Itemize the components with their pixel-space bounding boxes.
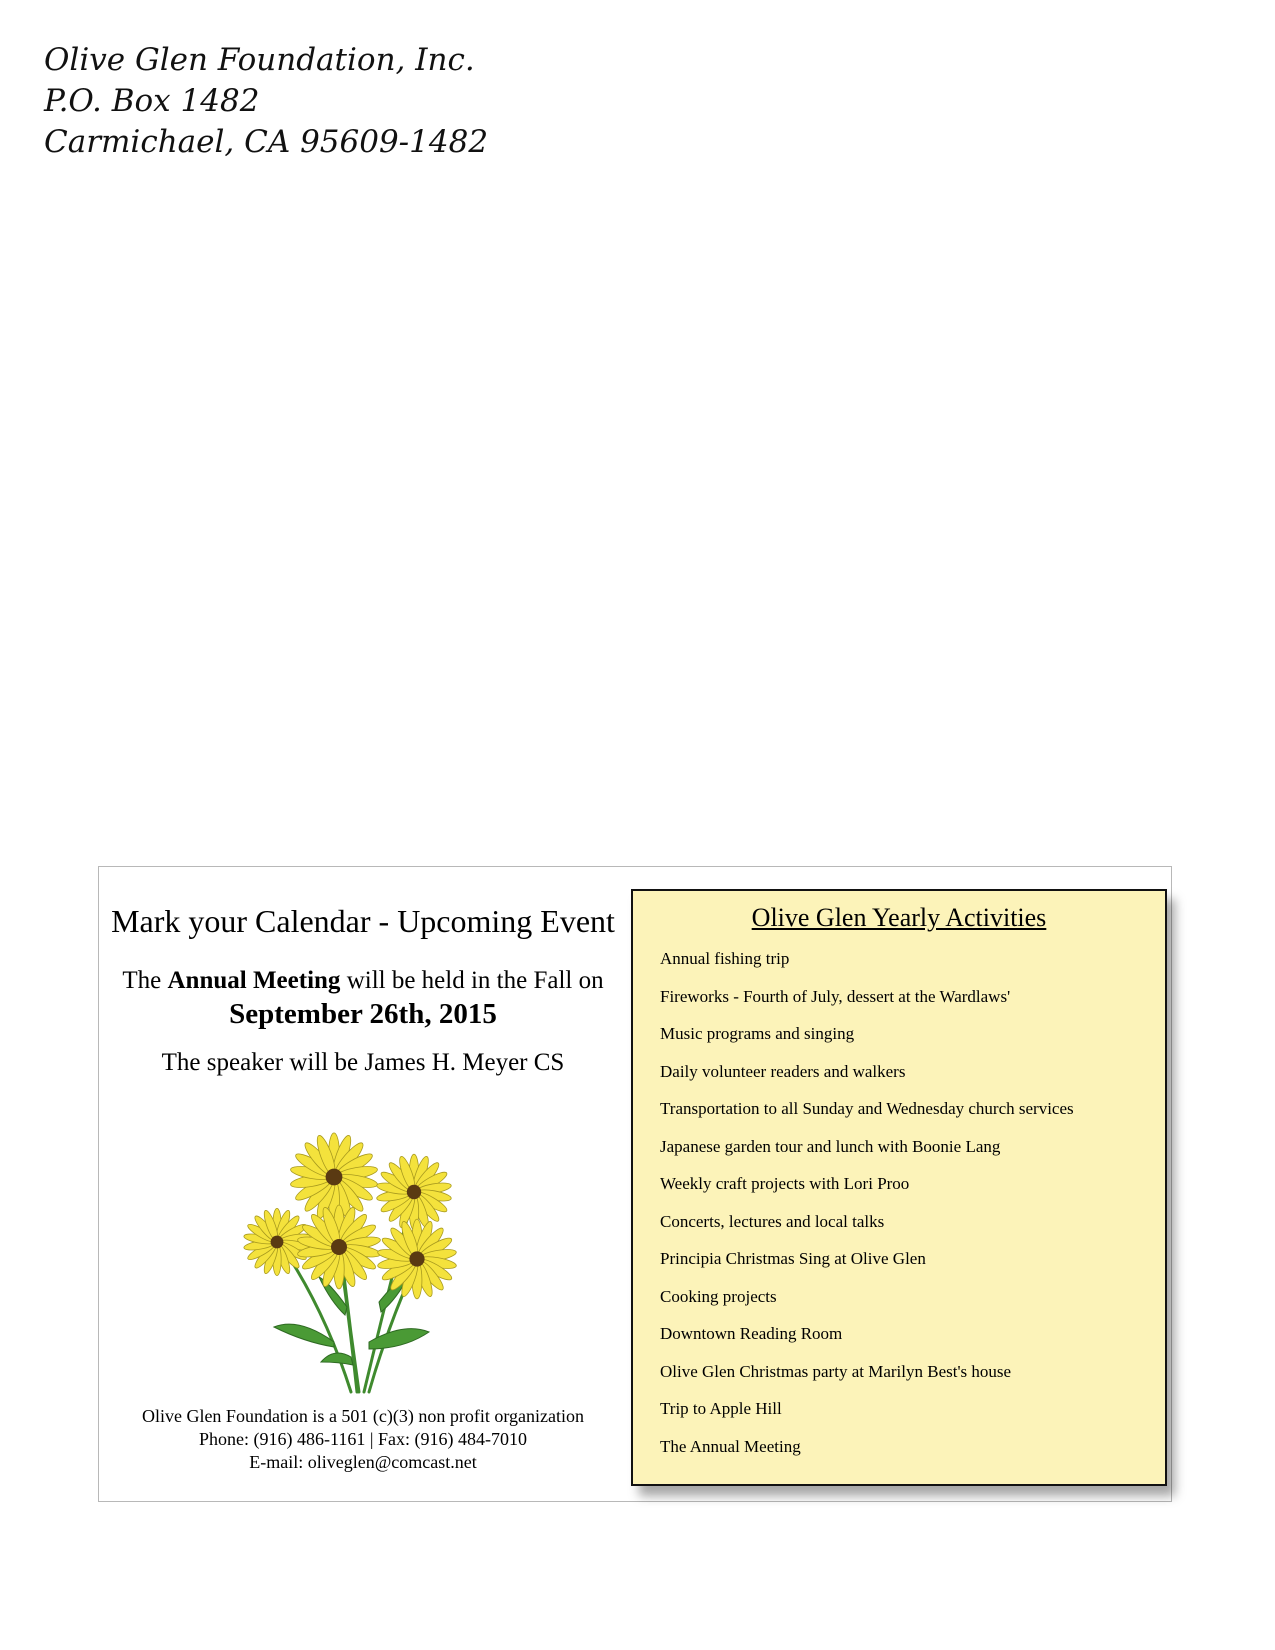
list-item: Principia Christmas Sing at Olive Glen: [660, 1249, 926, 1268]
list-item: Daily volunteer readers and walkers: [660, 1061, 906, 1081]
meeting-date: September 26th, 2015: [229, 998, 497, 1030]
meeting-announcement: [99, 967, 627, 995]
phone-fax: Phone: (916) 486-1161 | Fax: (916) 484-7010: [199, 1429, 527, 1449]
list-item: The Annual Meeting: [660, 1436, 801, 1456]
list-item: Japanese garden tour and lunch with Boonie Lang: [660, 1136, 1001, 1156]
list-item: Cooking projects: [660, 1286, 777, 1306]
return-address-line-po-box: P.O. Box 1482: [44, 83, 260, 119]
event-panel: [99, 867, 627, 1501]
meeting-name: Annual Meeting: [167, 967, 341, 994]
meeting-prefix: The: [122, 967, 168, 994]
daisy-flower: [297, 1205, 382, 1289]
list-item: Fireworks - Fourth of July, dessert at the Wardlaws': [660, 986, 1011, 1006]
list-item: Transportation to all Sunday and Wednesday church services: [660, 1099, 1074, 1118]
list-item: Trip to Apple Hill: [660, 1399, 782, 1418]
event-flyer: [98, 866, 1172, 1502]
list-item: Annual fishing trip: [660, 949, 790, 968]
return-address-line-city: Carmichael, CA 95609-1482: [44, 124, 489, 160]
list-item: Concerts, lectures and local talks: [660, 1211, 885, 1231]
speaker-line: The speaker will be James H. Meyer CS: [161, 1049, 565, 1076]
daisy-flower: [376, 1154, 452, 1230]
nonprofit-status: Olive Glen Foundation is a 501 (c)(3) non profit organization: [141, 1406, 585, 1426]
organization-info: [99, 1405, 627, 1474]
list-item: Weekly craft projects with Lori Proo: [660, 1174, 910, 1193]
yearly-activities-box: [631, 889, 1167, 1486]
activities-list: [660, 949, 1074, 1474]
meeting-suffix: will be held in the Fall on: [340, 967, 604, 994]
event-title: Mark your Calendar - Upcoming Event: [111, 903, 615, 939]
list-item: Music programs and singing: [660, 1024, 855, 1043]
email-address: E-mail: oliveglen@comcast.net: [249, 1452, 477, 1472]
return-address-line-name: Olive Glen Foundation, Inc.: [44, 42, 475, 78]
daisy-bouquet-illustration: [239, 1107, 489, 1397]
list-item: Downtown Reading Room: [660, 1324, 843, 1343]
return-address: [44, 40, 488, 163]
activities-title: Olive Glen Yearly Activities: [751, 903, 1047, 932]
list-item: Olive Glen Christmas party at Marilyn Best's house: [660, 1361, 1012, 1381]
daisy-flower: [290, 1133, 379, 1221]
